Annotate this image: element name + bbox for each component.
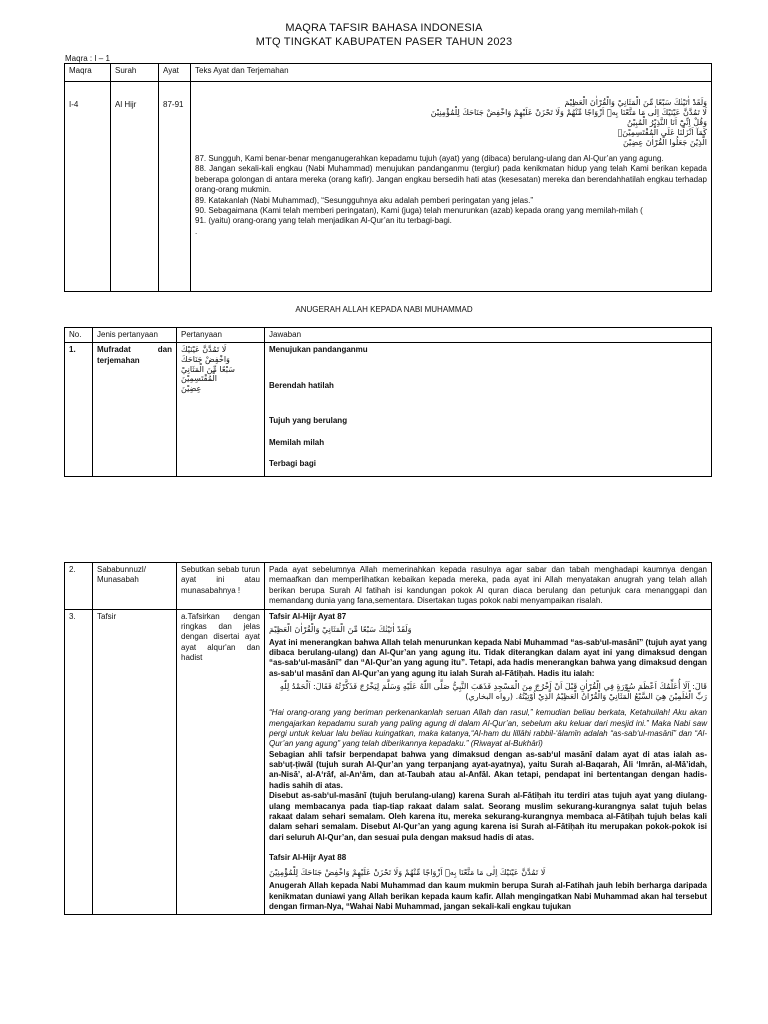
arabic-term: سَبْعًا مِّنَ الْمَثَانِيْ (181, 364, 235, 374)
cell-pertanyaan-3: a.Tafsirkan dengan ringkas dan jelas dengan disertai ayat ayat alqur'an dan hadist (177, 609, 265, 915)
cell-pertanyaan-2: Sebutkan sebab turun ayat ini atau munasabahnya ! (177, 563, 265, 610)
cell-jawaban-2: Pada ayat sebelumnya Allah memerinahkan kepada rasulnya agar sabar dan tabah menghadapi kaumnya dengan memaafkan dan memperlihatkan kebaikan kepada mereka, pada ayat ini Allah menyatakan anugrah yang telah allah berikan berupa Surah Al fatihah isi kandungan pokok Al quran diaca berulang dan petunjuk cara menanggapi dan memandang dunia yang fana,sementara. Disertakan tugas pokok nabi menyampaikan risalah. (265, 563, 712, 610)
arabic-line: الَّذِيْنَ جَعَلُوا الْقُرْاٰنَ عِضِيْنَ (622, 138, 707, 147)
tafsir-table (64, 562, 712, 915)
arabic-line: لَا تَمُدَّنَّ عَيْنَيْكَ اِلٰى مَا مَتَّعْنَا بِهٖٓ اَزْوَاجًا مِّنْهُمْ وَلَا تَحْزَنْ عَلَيْهِمْ وَاخْفِضْ جَنَاحَكَ لِلْمُؤْمِنِيْنَ (430, 108, 707, 117)
col-header-maqra: Maqra (65, 64, 111, 82)
cell-jenis: Mufradat dan terjemahan (93, 343, 177, 477)
ayat-table (64, 63, 712, 292)
answer-item: Menujukan pandanganmu (269, 345, 368, 355)
cell-teks (191, 82, 712, 292)
col-header-jenis: Jenis pertanyaan (93, 328, 177, 343)
arabic-term: الْمُقْتَسِمِيْنَ (181, 374, 218, 384)
tafsir-paragraph: Disebut as-sab‘ul-masānī (tujuh berulang-ulang) karena Surah al-Fātiḥah itu terdiri atas tujuh ayat yang diulang-ulang membacanya pada tiap-tiap rakaat dalam salat. Seorang muslim sekurang-kurangnya salat tujuh belas rakaat dalam sehari semalam. Oleh karena itu, mereka sekurang-kurangnya membaca al-Fātiḥah tujuh belas kali dalam sehari semalam. Disebut Al-Qur’an yang agung karena isi Surah al-Fātiḥah itu merupakan pokok-pokok isi dari seluruh Al-Qur’an, dan sesuai pula dengan maksud hadis di atas. (269, 791, 707, 842)
translation-90: 90. Sebagaimana (Kami telah memberi peringatan), Kami (juga) telah menurunkan (azab) kepada orang yang memilah-milah ( (195, 205, 643, 215)
col-header-surah: Surah (111, 64, 159, 82)
cell-jenis-2: Sababunnuzl/ Munasabah (93, 563, 177, 610)
cell-jawaban (265, 343, 712, 477)
cell-no-2: 2. (65, 563, 93, 610)
arabic-term: وَاخْفِضْ جَنَاحَكَ (181, 354, 230, 364)
arabic-term: عِضِيْنَ (181, 383, 202, 393)
arabic-line: كَمَآ اَنْزَلْنَا عَلَى الْمُقْتَسِمِيْنَۙ (617, 128, 707, 137)
section-title: ANUGERAH ALLAH KEPADA NABI MUHAMMAD (295, 305, 473, 314)
translation-89: 89. Katakanlah (Nabi Muhammad), “Sesungguhnya aku adalah pemberi peringatan yang jelas.” (195, 195, 533, 205)
cell-no-3: 3. (65, 609, 93, 915)
cell-maqra: I-4 (65, 82, 111, 292)
arabic-ayat-88: لَا تَمُدَّنَّ عَيْنَيْكَ اِلٰى مَا مَتَّعْنَا بِهٖٓ اَزْوَاجًا مِّنْهُمْ وَلَا تَحْزَنْ عَلَيْهِمْ وَاخْفِضْ جَنَاحَكَ لِلْمُؤْمِنِيْنَ (269, 867, 546, 877)
arabic-line: وَقُلْ اِنِّيْٓ اَنَا النَّذِيْرُ الْمُبِيْنُ (626, 118, 707, 127)
col-header-teks: Teks Ayat dan Terjemahan (191, 64, 712, 82)
tafsir-paragraph: Ayat ini menerangkan bahwa Allah telah menurunkan kepada Nabi Muhammad “as-sab‘ul-masānī” (tujuh ayat yang dibaca berulang-ulang) dan Al-Qur’an yang agung itu. Tidak diterangkan dalam ayat ini yang dimaksud dengan “as-sab‘ul-masānī” dan “Al-Qur’an yang agung itu”. Tetapi, ada hadis menerangkan bahwa yang dimaksud dengan as-sab‘ul masānī dan Al-Qur’an yang agung itu ialah Surah al-Fātiḥah. Hadis itu ialah: (269, 637, 707, 678)
cell-pertanyaan (177, 343, 265, 477)
doc-title: MAQRA TAFSIR BAHASA INDONESIA (285, 22, 483, 34)
answer-item: Tujuh yang berulang (269, 416, 348, 426)
translation-91: 91. (yaitu) orang-orang yang telah menjadikan Al-Qur’an itu terbagi-bagi. (195, 216, 452, 226)
answer-item: Berendah hatilah (269, 380, 334, 390)
cell-jawaban-3 (265, 609, 712, 915)
translation-end: . (195, 226, 198, 236)
answer-item: Terbagi bagi (269, 458, 316, 468)
mufradat-table (64, 327, 712, 477)
hadith-translation: “Hai orang-orang yang beriman perkenankanlah seruan Allah dan rasul,” kemudian beliau berkata, Ketahuilah! Aku akan mengajarkan kepadamu surah yang paling agung di dalam Al-Qur’an, sebelum aku keluar dari mesjid ini.” Maka Nabi saw pergi untuk keluar lalu beliau kuingatkan, maka katanya,“Al-ham du lillāhi rabbil-‘ālamīn adalah “as-sab‘ul-masānī” dan “Al-Qur’an yang agung” yang telah diberikannya kepadaku.” (Riwayat al-Bukhārī) (269, 708, 707, 749)
answer-item: Memilah milah (269, 437, 325, 447)
cell-surah: Al Hijr (111, 82, 159, 292)
arabic-line: وَلَقَدْ اٰتَيْنٰكَ سَبْعًا مِّنَ الْمَثَانِيْ وَالْقُرْاٰنَ الْعَظِيْمَ (564, 98, 707, 107)
arabic-term: لَا تَمُدَّنَّ عَيْنَيْكَ (181, 345, 227, 355)
col-header-jawaban: Jawaban (265, 328, 712, 343)
col-header-ayat: Ayat (159, 64, 191, 82)
col-header-no: No. (65, 328, 93, 343)
tafsir-heading-88: Tafsir Al-Hijr Ayat 88 (269, 853, 347, 863)
translation-88: 88. Jangan sekali-kali engkau (Nabi Muhammad) menujukan pandanganmu (tergiur) pada kenikmatan hidup yang telah Kami berikan kepada beberapa golongan di antara mereka (orang kafir). Jangan engkau bersedih hati atas (kesesatan) mereka dan berendahhatilah engkau terhadap orang-orang mukmin. (195, 164, 707, 195)
col-header-pertanyaan: Pertanyaan (177, 328, 265, 343)
hadith-arabic: قَالَ: اَلَا أُعَلِّمُكَ اَعْظَمَ سُوْرَةٍ فِي الْقُرْاٰنِ قَبْلَ اَنْ اَخْرُجَ مِنَ الْمَسْجِدِ فَذَهَبَ النَّبِيُّ صَلَّى اللّٰهُ عَلَيْهِ وَسَلَّمَ لِيَخْرُجَ فَذَكَّرْتُهُ فَقَالَ: اَلْحَمْدُ لِلّٰهِ رَبِّ الْعٰلَمِيْنَ هِيَ السَّبْعُ الْمَثَانِيْ وَالْقُرْاٰنُ الْعَظِيْمُ الَّذِيْ اُوْتِيْتُهُ. (رواه البخاري) (279, 682, 707, 702)
tafsir-paragraph: Sebagian ahli tafsir berpendapat bahwa yang dimaksud dengan as-sab‘ul masānī dalam ayat di atas ialah as-sab‘uṭ-ṭiwāl (tujuh surah Al-Qur’an yang terpanjang ayat-ayatnya), yaitu Surah al-Baqarah, Āli ‘Imrān, al-Mā’idah, an-Nisā’, al-A‘rāf, al-An‘ām, dan at-Taubah atau al-Anfāl. Akan tetapi, pendapat ini bertentangan dengan hadis-hadis sahih di atas. (269, 749, 707, 790)
cell-ayat: 87-91 (159, 82, 191, 292)
translation-87: 87. Sungguh, Kami benar-benar menganugerahkan kepadamu tujuh (ayat) yang (dibaca) berulang-ulang dan Al-Qur’an yang agung. (195, 154, 664, 163)
maqra-label: Maqra : I – 1 (65, 54, 110, 63)
tafsir-paragraph: Anugerah Allah kepada Nabi Muhammad dan kaum mukmin berupa Surah al-Fatihah jauh lebih berharga daripada kenikmatan duniawi yang Allah berikan kepada kaum kafir. Allah mengingatkan Nabi Muhammad akan hal tersebut dengan firman-Nya, “Wahai Nabi Muhammad, jangan sekali-kali engkau tujukan (269, 881, 707, 911)
arabic-ayat-87: وَلَقَدْ اٰتَيْنٰكَ سَبْعًا مِّنَ الْمَثَانِيْ وَالْقُرْاٰنَ الْعَظِيْمَ (269, 624, 412, 634)
cell-no: 1. (65, 343, 93, 477)
doc-subtitle: MTQ TINGKAT KABUPATEN PASER TAHUN 2023 (255, 36, 513, 48)
cell-jenis-3: Tafsir (93, 609, 177, 915)
tafsir-heading-87: Tafsir Al-Hijr Ayat 87 (269, 611, 347, 621)
